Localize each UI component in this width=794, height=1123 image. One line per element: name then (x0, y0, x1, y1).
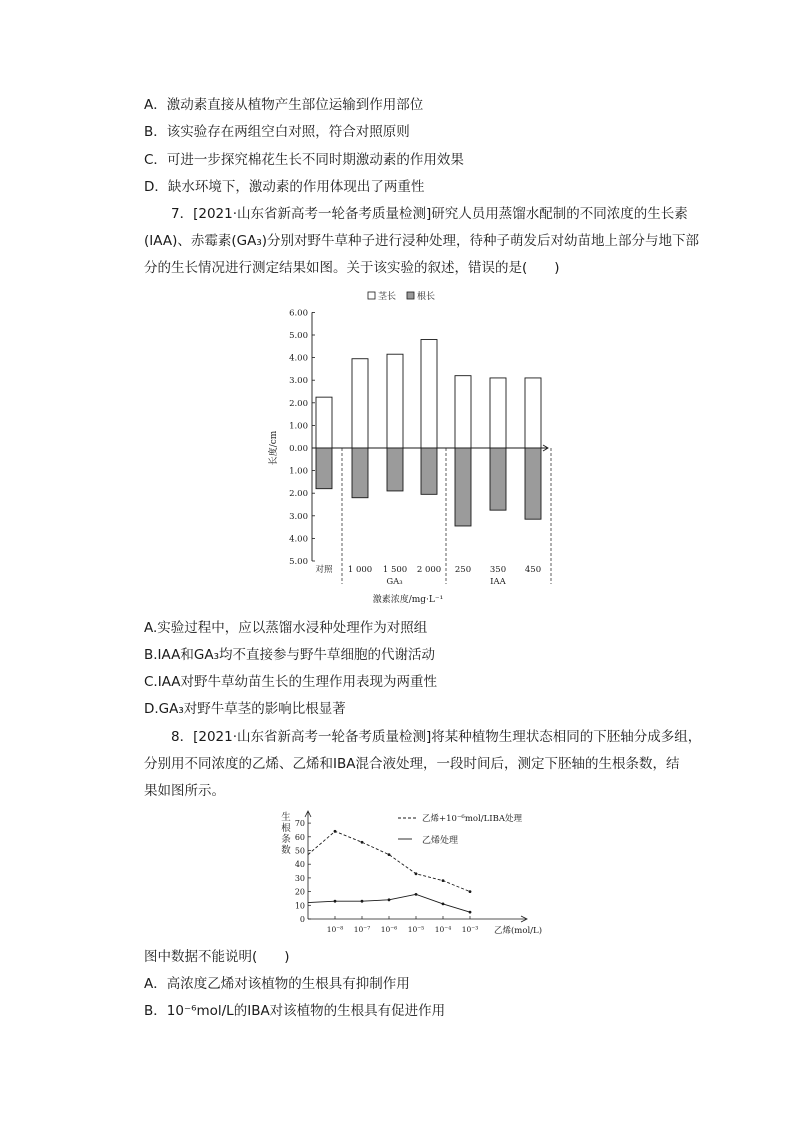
q6-option-c: C．可进一步探究棉花生长不同时期激动素的作用效果 (144, 152, 464, 168)
x-category-label: 1 000 (347, 565, 373, 575)
y-axis-label-char: 根 (281, 823, 291, 834)
series-point-1 (334, 900, 337, 903)
y-tick-label: 0.00 (289, 444, 308, 454)
q8-stem-line2: 分别用不同浓度的乙烯、乙烯和IBA混合液处理，一段时间后，测定下胚轴的生根条数，结 (144, 756, 680, 772)
q6-option-d: D．缺水环境下，激动素的作用体现出了两重性 (144, 179, 425, 195)
x-tick-label: 10⁻⁷ (353, 925, 371, 934)
y-tick-label: 20 (294, 887, 305, 897)
y-tick-label: 30 (294, 873, 305, 883)
legend-root-label: 根长 (417, 292, 436, 302)
y-tick-label: 1.00 (289, 466, 308, 477)
y-axis-label-char: 数 (281, 845, 291, 856)
y-tick-label: 2.00 (289, 489, 308, 500)
q7-stem-line3: 分的生长情况进行测定结果如图。关于该实验的叙述，错误的是( ) (144, 260, 560, 276)
q6-option-b: B．该实验存在两组空白对照，符合对照原则 (144, 124, 410, 140)
bar-stem-3 (421, 340, 437, 448)
legend-root-swatch (407, 292, 414, 299)
x-category-label: 450 (524, 565, 542, 575)
bar-stem-0 (316, 397, 332, 448)
y-axis-label-char: 生 (281, 812, 291, 823)
q7-stem-line2: (IAA)、赤霉素(GA₃)分别对野牛草种子进行浸种处理，待种子萌发后对幼苗地上部分与地下部 (144, 233, 700, 249)
series-point-1 (469, 911, 472, 914)
y-axis-label: 长度/cm (269, 430, 279, 466)
series-point-0 (388, 853, 391, 856)
series-point-0 (442, 879, 445, 882)
q7-option-c: C.IAA对野牛草幼苗生长的生理作用表现为两重性 (144, 674, 438, 690)
x-axis-label: 激素浓度/mg·L⁻¹ (372, 595, 444, 605)
q7-option-a: A.实验过程中，应以蒸馏水浸种处理作为对照组 (144, 620, 428, 636)
series-point-1 (388, 898, 391, 901)
y-tick-label: 3.00 (289, 376, 308, 387)
q7-option-b: B.IAA和GA₃均不直接参与野牛草细胞的代谢活动 (144, 647, 435, 663)
group-label: IAA (490, 577, 506, 587)
x-axis-label: 乙烯(mol/L) (493, 926, 543, 936)
y-tick-label: 6.00 (289, 308, 308, 319)
bar-chart (256, 288, 556, 608)
y-tick-label: 50 (294, 846, 305, 856)
bar-root-1 (352, 448, 368, 498)
legend-solid-label: 乙烯处理 (422, 836, 459, 846)
series-point-0 (334, 830, 337, 833)
bar-stem-2 (387, 354, 403, 448)
x-category-label: 2 000 (416, 565, 442, 575)
y-tick-label: 1.00 (289, 421, 308, 432)
x-category-label: 250 (454, 565, 472, 575)
q7-option-d: D.GA₃对野牛草茎的影响比根显著 (144, 701, 346, 717)
bar-root-2 (387, 448, 403, 491)
line-chart (276, 806, 546, 941)
q7-stem-line1: 7．[2021·山东省新高考一轮备考质量检测]研究人员用蒸馏水配制的不同浓度的生长素 (171, 206, 688, 222)
series-point-0 (469, 890, 472, 893)
y-tick-label: 4.00 (289, 353, 308, 364)
y-tick-label: 40 (294, 860, 305, 870)
x-tick-label: 10⁻⁶ (380, 925, 398, 934)
bar-root-3 (421, 448, 437, 494)
q8-question: 图中数据不能说明( ) (144, 949, 290, 965)
y-tick-label: 2.00 (289, 398, 308, 409)
series-point-0 (415, 872, 418, 875)
series-point-1 (361, 900, 364, 903)
y-tick-label: 70 (294, 819, 305, 829)
y-tick-label: 4.00 (289, 534, 308, 545)
q6-option-a: A．激动素直接从植物产生部位运输到作用部位 (144, 97, 424, 113)
series-point-1 (442, 903, 445, 906)
series-point-1 (415, 893, 418, 896)
series-point-0 (361, 841, 364, 844)
q8-stem-line1: 8．[2021·山东省新高考一轮备考质量检测]将某种植物生理状态相同的下胚轴分成多组， (171, 729, 702, 745)
x-category-label: 350 (489, 565, 507, 575)
bar-root-6 (525, 448, 541, 519)
y-axis-label-char: 条 (281, 834, 291, 845)
y-tick-label: 10 (294, 901, 305, 911)
bar-root-5 (490, 448, 506, 510)
legend-stem-label: 茎长 (378, 292, 397, 302)
bar-stem-4 (455, 376, 471, 448)
x-tick-label: 10⁻⁵ (407, 925, 425, 934)
line-chart-svg (276, 806, 546, 941)
x-tick-label: 10⁻⁴ (434, 925, 452, 934)
y-tick-label: 5.00 (289, 557, 308, 567)
y-tick-label: 5.00 (289, 331, 308, 341)
bar-root-4 (455, 448, 471, 526)
q8-option-a: A．高浓度乙烯对该植物的生根具有抑制作用 (144, 976, 410, 992)
y-tick-label: 0 (299, 915, 305, 924)
y-tick-label: 3.00 (289, 511, 308, 522)
x-category-label: 1 500 (382, 565, 408, 575)
x-category-label: 对照 (315, 565, 333, 575)
x-tick-label: 10⁻⁸ (326, 925, 344, 934)
legend-stem-swatch (368, 292, 375, 299)
legend-dashed-label: 乙烯+10⁻⁶mol/LIBA处理 (422, 814, 522, 824)
group-label: GA₃ (386, 577, 403, 587)
bar-stem-1 (352, 359, 368, 448)
bar-root-0 (316, 448, 332, 489)
series-line-1 (308, 894, 470, 912)
q8-option-b: B．10⁻⁶mol/L的IBA对该植物的生根具有促进作用 (144, 1003, 446, 1019)
bar-chart-svg (256, 288, 556, 608)
bar-stem-5 (490, 378, 506, 448)
x-tick-label: 10⁻³ (461, 925, 479, 934)
q8-stem-line3: 果如图所示。 (144, 783, 225, 799)
y-tick-label: 60 (294, 832, 305, 842)
bar-stem-6 (525, 378, 541, 448)
